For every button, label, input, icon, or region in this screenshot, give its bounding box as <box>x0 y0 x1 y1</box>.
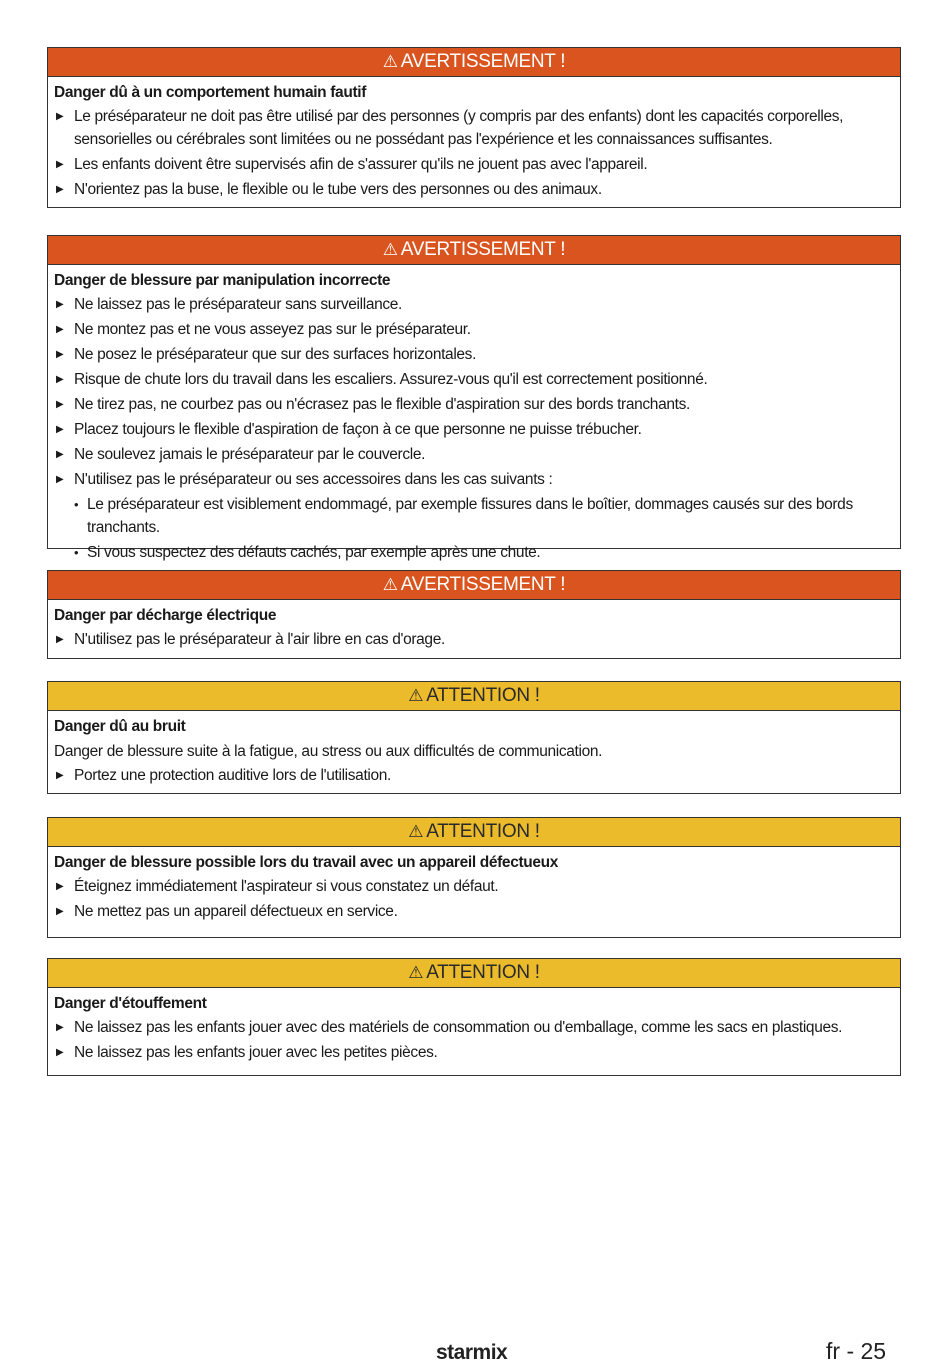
list-item: ▶ Ne laissez pas les enfants jouer avec des matériels de consommation ou d'emballage, comme les sacs en plastiques. <box>54 1016 894 1039</box>
warning-triangle-icon: ⚠ <box>408 963 424 982</box>
section-subtitle: Danger par décharge électrique <box>54 607 277 624</box>
caution-header: ⚠ ATTENTION ! <box>48 682 900 711</box>
section-subtitle: Danger de blessure possible lors du travail avec un appareil défectueux <box>54 854 559 871</box>
page-number: fr - 25 <box>826 1338 887 1364</box>
dot-icon: • <box>74 545 79 560</box>
list-item: ▶ N'utilisez pas le préséparateur à l'air libre en cas d'orage. <box>54 628 894 651</box>
warning-header: ⚠ AVERTISSEMENT ! <box>48 236 900 265</box>
list-item: ▶ Ne mettez pas un appareil défectueux en service. <box>54 900 894 923</box>
list-item: ▶ Ne tirez pas, ne courbez pas ou n'écrasez pas le flexible d'aspiration sur des bords tranchants. <box>54 393 894 416</box>
triangle-right-icon: ▶ <box>56 111 64 122</box>
caution-header: ⚠ ATTENTION ! <box>48 959 900 988</box>
triangle-right-icon: ▶ <box>56 349 64 360</box>
warning-triangle-icon: ⚠ <box>382 52 398 71</box>
section-subtitle: Danger dû au bruit <box>54 718 186 735</box>
warning-header: ⚠ AVERTISSEMENT ! <box>48 571 900 600</box>
section-subtitle: Danger dû à un comportement humain fautif <box>54 84 367 101</box>
triangle-right-icon: ▶ <box>56 770 64 781</box>
dot-icon: • <box>74 497 79 512</box>
warning-box-electric-shock <box>47 570 901 659</box>
list-item: ▶ Ne soulevez jamais le préséparateur par le couvercle. <box>54 443 894 466</box>
triangle-right-icon: ▶ <box>56 374 64 385</box>
triangle-right-icon: ▶ <box>56 449 64 460</box>
list-item: ▶ Portez une protection auditive lors de l'utilisation. <box>54 764 894 787</box>
triangle-right-icon: ▶ <box>56 299 64 310</box>
triangle-right-icon: ▶ <box>56 474 64 485</box>
warning-box-human-behavior <box>47 47 901 208</box>
list-item: ▶ Les enfants doivent être supervisés afin de s'assurer qu'ils ne jouent pas avec l'appareil. <box>54 153 894 176</box>
warning-box-incorrect-handling <box>47 235 901 561</box>
warning-triangle-icon: ⚠ <box>382 240 398 259</box>
section-text: Danger de blessure suite à la fatigue, au stress ou aux difficultés de communication. <box>54 743 603 760</box>
starmix-logo: starmix <box>436 1341 508 1364</box>
triangle-right-icon: ▶ <box>56 184 64 195</box>
triangle-right-icon: ▶ <box>56 159 64 170</box>
triangle-right-icon: ▶ <box>56 424 64 435</box>
list-item: ▶ Ne laissez pas le préséparateur sans surveillance. <box>54 293 894 316</box>
triangle-right-icon: ▶ <box>56 1022 64 1033</box>
list-item: ▶ Ne laissez pas les enfants jouer avec les petites pièces. <box>54 1041 894 1064</box>
caution-box-noise <box>47 681 901 794</box>
section-subtitle: Danger de blessure par manipulation incorrecte <box>54 272 391 289</box>
list-item: ▶ Le préséparateur ne doit pas être utilisé par des personnes (y compris par des enfants) dont les capacités corporelles, sensorielles ou cérébrales sont limitées ou ne possédant pas l'expérience et les connaissances suffisantes. <box>54 105 894 151</box>
triangle-right-icon: ▶ <box>56 881 64 892</box>
list-item: ▶ Ne posez le préséparateur que sur des surfaces horizontales. <box>54 343 894 366</box>
list-item: ▶ Ne montez pas et ne vous asseyez pas sur le préséparateur. <box>54 318 894 341</box>
list-item: ▶ Éteignez immédiatement l'aspirateur si vous constatez un défaut. <box>54 875 894 898</box>
list-item: ▶ N'utilisez pas le préséparateur ou ses accessoires dans les cas suivants : <box>54 468 894 491</box>
warning-triangle-icon: ⚠ <box>408 686 424 705</box>
warning-header: ⚠ AVERTISSEMENT ! <box>48 48 900 77</box>
triangle-right-icon: ▶ <box>56 324 64 335</box>
list-item: ▶ Placez toujours le flexible d'aspiration de façon à ce que personne ne puisse trébucher. <box>54 418 894 441</box>
triangle-right-icon: ▶ <box>56 634 64 645</box>
sub-list-item: • Le préséparateur est visiblement endommagé, par exemple fissures dans le boîtier, dommages causés sur des bords tranchants. <box>54 493 894 539</box>
triangle-right-icon: ▶ <box>56 1047 64 1058</box>
list-item: ▶ N'orientez pas la buse, le flexible ou le tube vers des personnes ou des animaux. <box>54 178 894 201</box>
sub-list-item: • Si vous suspectez des défauts cachés, par exemple après une chute. <box>54 541 894 564</box>
list-item: ▶ Risque de chute lors du travail dans les escaliers. Assurez-vous qu'il est correctement positionné. <box>54 368 894 391</box>
caution-header: ⚠ ATTENTION ! <box>48 818 900 847</box>
triangle-right-icon: ▶ <box>56 906 64 917</box>
triangle-right-icon: ▶ <box>56 399 64 410</box>
caution-box-suffocation <box>47 958 901 1076</box>
warning-triangle-icon: ⚠ <box>408 822 424 841</box>
warning-triangle-icon: ⚠ <box>382 575 398 594</box>
caution-box-defective-device <box>47 817 901 938</box>
section-subtitle: Danger d'étouffement <box>54 995 207 1012</box>
